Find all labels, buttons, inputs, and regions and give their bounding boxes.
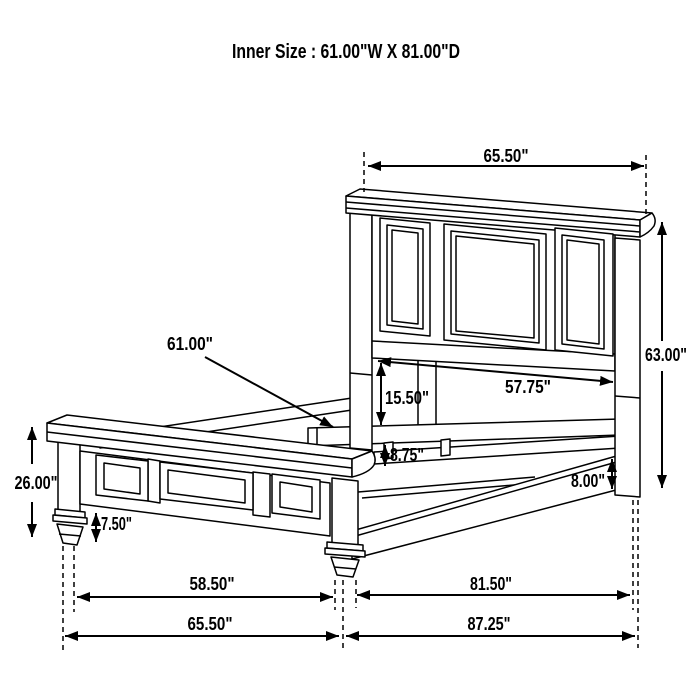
dim-foot-height [96, 513, 132, 542]
dim-side-rail-height-label: 8.00" [571, 471, 605, 491]
footboard-left-foot [53, 509, 87, 545]
dim-panel-to-rail-label: 15.50" [385, 388, 429, 408]
headboard-far-leg [350, 210, 372, 450]
slat-cleat-2 [441, 439, 450, 456]
dim-headboard-width-label: 65.50" [483, 146, 529, 166]
footboard-far-leg [58, 441, 80, 512]
dim-headboard-height-label: 63.00" [645, 345, 687, 365]
dim-footboard-inner-width-label: 58.50" [189, 574, 235, 594]
dim-overall-length-label: 87.25" [467, 614, 511, 634]
dim-footboard-inner-width [77, 574, 333, 597]
headboard-panel-center-inner [456, 236, 534, 338]
diagram-title: Inner Size : 61.00"W X 81.00"D [232, 41, 460, 63]
footboard-divider-1 [148, 459, 160, 503]
dim-slat-rail-height-label: 8.75" [390, 445, 424, 465]
footboard-near-leg [332, 478, 358, 546]
footboard-panel-right-inner [280, 482, 312, 512]
dim-footboard-height-label: 26.00" [14, 473, 58, 493]
dim-slat-rail-height [385, 445, 424, 466]
dim-headboard-height [645, 222, 687, 488]
headboard-near-leg [615, 238, 640, 497]
dim-side-rail-length [357, 574, 630, 595]
headboard-panel-right-inner [567, 240, 599, 344]
dim-footboard-height [15, 427, 58, 537]
dim-overall-length [346, 614, 635, 636]
dim-headboard-width [368, 146, 644, 166]
dim-inner-width-label: 61.00" [167, 334, 213, 354]
dim-headboard-inner-width-label: 57.75" [505, 377, 551, 397]
footboard-panel-left-inner [104, 463, 140, 494]
dim-footboard-width-label: 65.50" [187, 614, 233, 634]
bed-drawing [47, 189, 655, 577]
dim-footboard-width [65, 614, 339, 636]
dim-side-rail-length-label: 81.50" [470, 574, 512, 594]
footboard-divider-2 [253, 472, 270, 517]
headboard-panel-left-inner [392, 230, 418, 324]
dim-foot-height-label: 7.50" [101, 514, 132, 534]
footboard-near-foot [325, 542, 365, 577]
